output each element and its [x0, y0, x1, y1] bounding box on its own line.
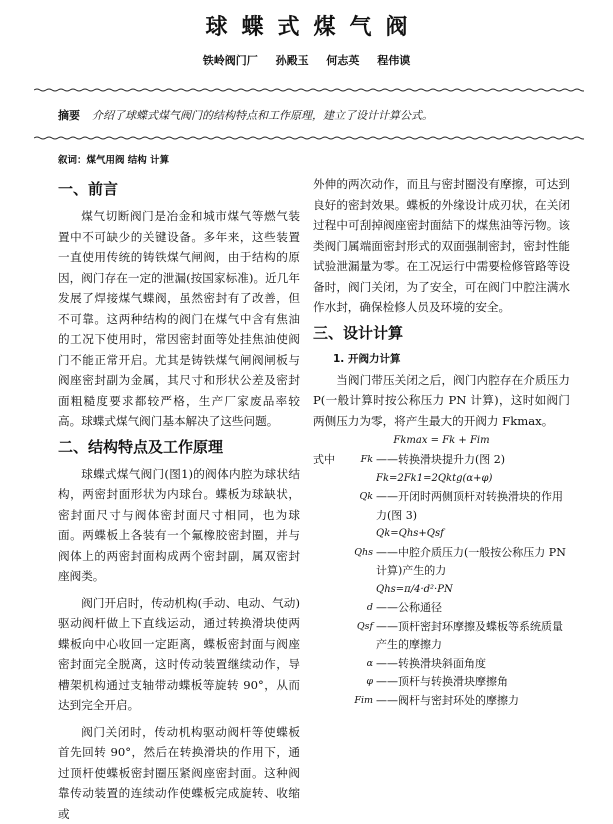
- abstract: [58, 108, 578, 124]
- symbol: [313, 581, 376, 600]
- symbol: φ: [313, 673, 376, 692]
- section-heading: 二、结构特点及工作原理: [58, 436, 300, 458]
- paragraph: 阀门开启时，传动机构(手动、电动、气动)驱动阀杆做上下直线运动，通过转换滑块使两蝶板向中心收回一定距离，蝶板密封面与阀座密封面完全脱离，这时传动装置继续动作，导槽架机构通过支轴带动蝶板等旋转 90°，从而达到完全开启。: [58, 593, 300, 716]
- symbol: Qsf: [313, 618, 376, 655]
- paragraph: 外伸的两次动作，而且与密封圈没有摩擦，可达到良好的密封效果。蝶板的外缘设计成刃状，在关闭过程中可刮掉阀座密封面結下的煤焦油等污物。该类阀门属端面密封形式的双面强制密封，密封性能试验泄漏量为零。在工况运行中需要检修管路等设备时，阀门关闭，为了安全，可在阀门中腔注满水作水封，确保检修人员及环境的安全。: [313, 174, 570, 318]
- definition: ——顶杆与转换滑块摩擦角: [376, 673, 570, 692]
- paragraph: 球蝶式煤气阀门(图1)的阀体内腔为球状结构，两密封面形状为内球台。蝶板为球缺状，密封面尺寸与阀体密封面尺寸相同，也为球面。两蝶板上各装有一个氟橡胶密封圈，并与阀体上的两密封面构成两个密封副，属双密封座阀类。: [58, 464, 300, 587]
- paragraph: 当阀门带压关闭之后，阀门内腔存在介质压力 P(一般计算时按公称压力 PN 计算)，这时如阀门两侧压力为零，将产生最大的开阀力 Fkmax。: [313, 370, 570, 432]
- section-heading: 三、设计计算: [313, 322, 570, 344]
- definition-row: [313, 470, 570, 489]
- symbol: α: [313, 655, 376, 674]
- definition: ——开闭时两侧顶杆对转换滑块的作用力(图 3): [376, 488, 570, 525]
- definition: ——转换滑块提升力(图 2): [376, 451, 570, 470]
- definition: ——阀杆与密封环处的摩擦力: [376, 692, 570, 711]
- definition: ——转换滑块斜面角度: [376, 655, 570, 674]
- left-column: [58, 174, 300, 824]
- bottom-wavy-rule: [34, 136, 584, 140]
- definition-row: [313, 544, 570, 581]
- author-name: 何志英: [326, 54, 359, 67]
- definition: ——顶杆密封环摩擦及蝶板等系统质量产生的摩擦力: [376, 618, 570, 655]
- formula: Qk=Qhs+Qsf: [376, 525, 570, 544]
- authors-line: [0, 52, 613, 68]
- definition-row: [313, 451, 570, 470]
- author-name: 孙殿玉: [276, 54, 309, 67]
- definition-row: [313, 525, 570, 544]
- paper-title: 球蝶式煤气阀: [0, 10, 613, 41]
- symbol: Qk: [313, 488, 376, 525]
- symbol: Fim: [313, 692, 376, 711]
- author-affiliation: 铁岭阀门厂: [203, 54, 258, 67]
- definition-row: [313, 581, 570, 600]
- definition-row: [313, 488, 570, 525]
- section-heading: 一、前言: [58, 178, 300, 200]
- abstract-label: 摘要: [58, 109, 80, 122]
- paragraph: 阀门关闭时，传动机构驱动阀杆等使蝶板首先回转 90°，然后在转换滑块的作用下，通过顶杆使蝶板密封圈压紧阀座密封面。这种阀靠传动装置的连续动作使蝶板完成旋转、收缩或: [58, 722, 300, 824]
- definition-row: [313, 673, 570, 692]
- formula: Fk=2Fk1=2Qktg(α+φ): [376, 470, 570, 489]
- definition-row: [313, 655, 570, 674]
- equation: Fkmax = Fk + Fim: [313, 431, 570, 451]
- definition-row: [313, 599, 570, 618]
- symbol: Qhs: [313, 544, 376, 581]
- definition-row: [313, 692, 570, 711]
- right-column: [313, 174, 570, 710]
- abstract-text: 介绍了球蝶式煤气阀门的结构特点和工作原理，建立了设计计算公式。: [92, 109, 433, 122]
- symbol: d: [313, 599, 376, 618]
- definition-row: [313, 618, 570, 655]
- symbol: [313, 470, 376, 489]
- where-label: 式中: [313, 451, 341, 470]
- author-name: 程伟谟: [377, 54, 410, 67]
- definition: ——公称通径: [376, 599, 570, 618]
- formula: Qhs=π/4·d²·PN: [376, 581, 570, 600]
- symbol: [313, 525, 376, 544]
- subsection-heading: 1. 开阀力计算: [313, 350, 570, 368]
- paragraph: 煤气切断阀门是冶金和城市煤气等燃气装置中不可缺少的关键设备。多年来，这些装置一直使用传统的铸铁煤气闸阀，由于结构的原因，阀门存在一定的泄漏(按国家标准)。近几年发展了焊接煤气蝶阀，虽然密封有了改善，但不可靠。这两种结构的阀门在煤气中含有焦油的工况下使用时，常因密封面等处挂焦油使阀门不能正常开启。尤其是铸铁煤气闸阀闸板与阀座密封副为金属，其尺寸和形状公差及密封面粗糙度要求都较严格，生产厂家废品率较高。球蝶式煤气阀门基本解决了这些问题。: [58, 206, 300, 432]
- symbol: Fk: [341, 451, 376, 470]
- definition: ——中腔介质压力(一般按公称压力 PN 计算)产生的力: [376, 544, 570, 581]
- top-wavy-rule: [34, 88, 584, 92]
- keywords: 叙词：煤气用阀 结构 计算: [58, 152, 169, 166]
